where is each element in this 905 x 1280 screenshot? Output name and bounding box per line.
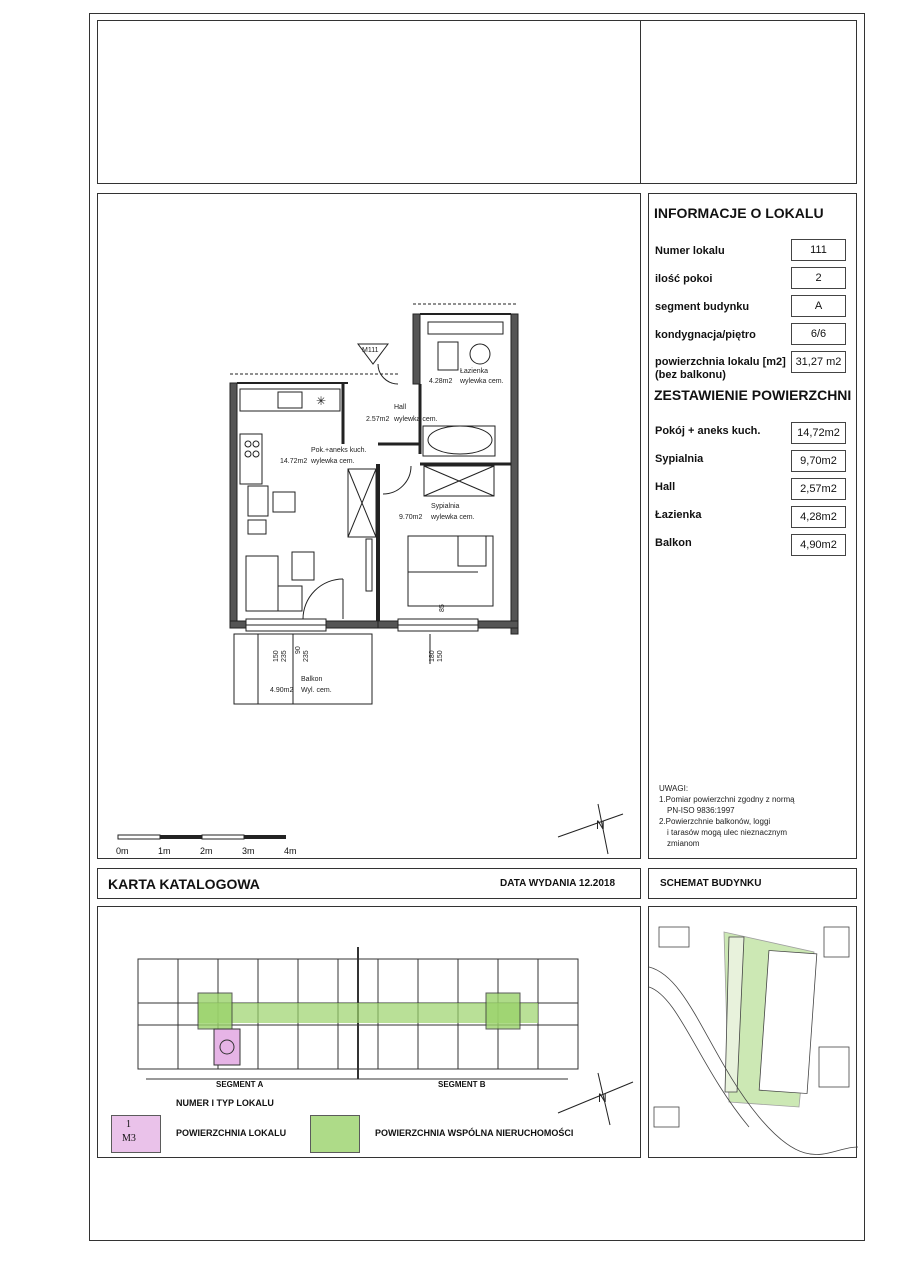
title-block <box>97 20 857 184</box>
bathroom-name: Łazienka <box>460 368 489 375</box>
info-row-value: A <box>791 295 846 317</box>
dim-c2: 150 <box>437 650 444 662</box>
balcony-floor: Wyl. cem. <box>301 687 332 694</box>
summary-title: ZESTAWIENIE POWIERZCHNI <box>654 387 852 403</box>
area-label-1: powierzchnia lokalu [m2] <box>655 356 786 368</box>
scale-label-3: 3m <box>242 846 255 856</box>
dim-c1: 180 <box>429 650 436 662</box>
info-row-label: segment budynku <box>655 301 750 313</box>
dim-b2: 235 <box>303 650 310 662</box>
bedroom-name: Sypialnia <box>431 503 460 510</box>
legend-area-label: POWIERZCHNIA LOKALU <box>176 1128 287 1138</box>
legend-common-label: POWIERZCHNIA WSPÓLNA NIERUCHOMOŚCI <box>375 1128 574 1138</box>
title-block-divider <box>640 20 641 184</box>
notes <box>659 783 795 849</box>
floor-plan-drawing <box>98 194 642 860</box>
hall-area: 2.57m2 <box>366 416 390 423</box>
legend-badge-bottom: M3 <box>122 1133 136 1144</box>
notes-line: zmianom <box>667 839 700 848</box>
dim-a2: 235 <box>281 650 288 662</box>
balcony-name: Balkon <box>301 676 323 683</box>
summary-row-value: 4,90m2 <box>791 534 846 556</box>
segment-panel <box>97 906 641 1158</box>
scale-label-4: 4m <box>284 846 297 856</box>
notes-line: PN-ISO 9836:1997 <box>667 806 735 815</box>
legend-number-label: NUMER I TYP LOKALU <box>176 1098 274 1108</box>
summary-row-label: Pokój + aneks kuch. <box>655 425 761 437</box>
catalog-title: KARTA KATALOGOWA <box>108 876 260 892</box>
scale-label-0: 0m <box>116 846 129 856</box>
svg-text:N: N <box>598 1091 607 1105</box>
info-title: INFORMACJE O LOKALU <box>654 205 824 221</box>
issue-date: DATA WYDANIA 12.2018 <box>500 878 616 889</box>
site-plan-panel <box>648 906 857 1158</box>
area-label-2: (bez balkonu) <box>655 369 726 381</box>
summary-row-label: Balkon <box>655 537 692 549</box>
legend-common-swatch <box>310 1115 360 1153</box>
summary-row-value: 2,57m2 <box>791 478 846 500</box>
info-row-value: 111 <box>791 239 846 261</box>
notes-line: 1.Pomiar powierzchni zgodny z normą <box>659 795 795 804</box>
info-row-label: ilość pokoi <box>655 273 713 285</box>
segment-a-label: SEGMENT A <box>216 1080 264 1089</box>
svg-text:N: N <box>596 818 605 832</box>
hall-floor: wylewka cem. <box>394 416 438 423</box>
summary-row-label: Sypialnia <box>655 453 704 465</box>
info-row-label: kondygnacja/piętro <box>655 329 756 341</box>
scale-label-1: 1m <box>158 846 171 856</box>
svg-text:✳: ✳ <box>316 394 327 408</box>
summary-row-label: Hall <box>655 481 676 493</box>
dim-a1: 150 <box>273 650 280 662</box>
bathroom-floor: wylewka cem. <box>460 378 504 385</box>
legend-badge <box>111 1115 161 1153</box>
segment-plan-drawing <box>98 907 642 1159</box>
scale-label-2: 2m <box>200 846 213 856</box>
building-scheme-title: SCHEMAT BUDYNKU <box>660 878 762 889</box>
info-row-label: Numer lokalu <box>655 245 725 257</box>
notes-line: 2.Powierzchnie balkonów, loggi <box>659 817 771 826</box>
segment-north-arrow-icon <box>558 1073 633 1125</box>
info-row-value: 6/6 <box>791 323 846 345</box>
notes-line: i tarasów mogą ulec nieznacznym <box>667 828 788 837</box>
living-floor: wylewka cem. <box>311 458 355 465</box>
hall-name: Hall <box>394 404 407 411</box>
summary-row-value: 4,28m2 <box>791 506 846 528</box>
site-plan-drawing <box>649 907 858 1159</box>
living-area: 14.72m2 <box>280 458 308 465</box>
bathroom-area: 4.28m2 <box>429 378 453 385</box>
notes-title: UWAGI: <box>659 784 689 793</box>
area-value: 31,27 m2 <box>791 351 846 373</box>
legend-badge-top: 1 <box>126 1119 131 1130</box>
dim-b1: 90 <box>295 646 302 654</box>
bedroom-floor: wylewka cem. <box>431 514 475 521</box>
unit-tag: M111 <box>362 347 379 354</box>
floor-plan-panel <box>97 193 641 859</box>
segment-b-label: SEGMENT B <box>438 1080 486 1089</box>
north-arrow-icon <box>558 804 623 854</box>
summary-row-label: Łazienka <box>655 509 702 521</box>
summary-row-value: 14,72m2 <box>791 422 846 444</box>
living-name: Pok.+aneks kuch. <box>311 447 367 454</box>
balcony-area: 4.90m2 <box>270 687 294 694</box>
scale-bar <box>118 835 286 839</box>
bedroom-area: 9.70m2 <box>399 514 423 521</box>
summary-row-value: 9,70m2 <box>791 450 846 472</box>
info-row-value: 2 <box>791 267 846 289</box>
dim-d: 85 <box>439 604 446 612</box>
